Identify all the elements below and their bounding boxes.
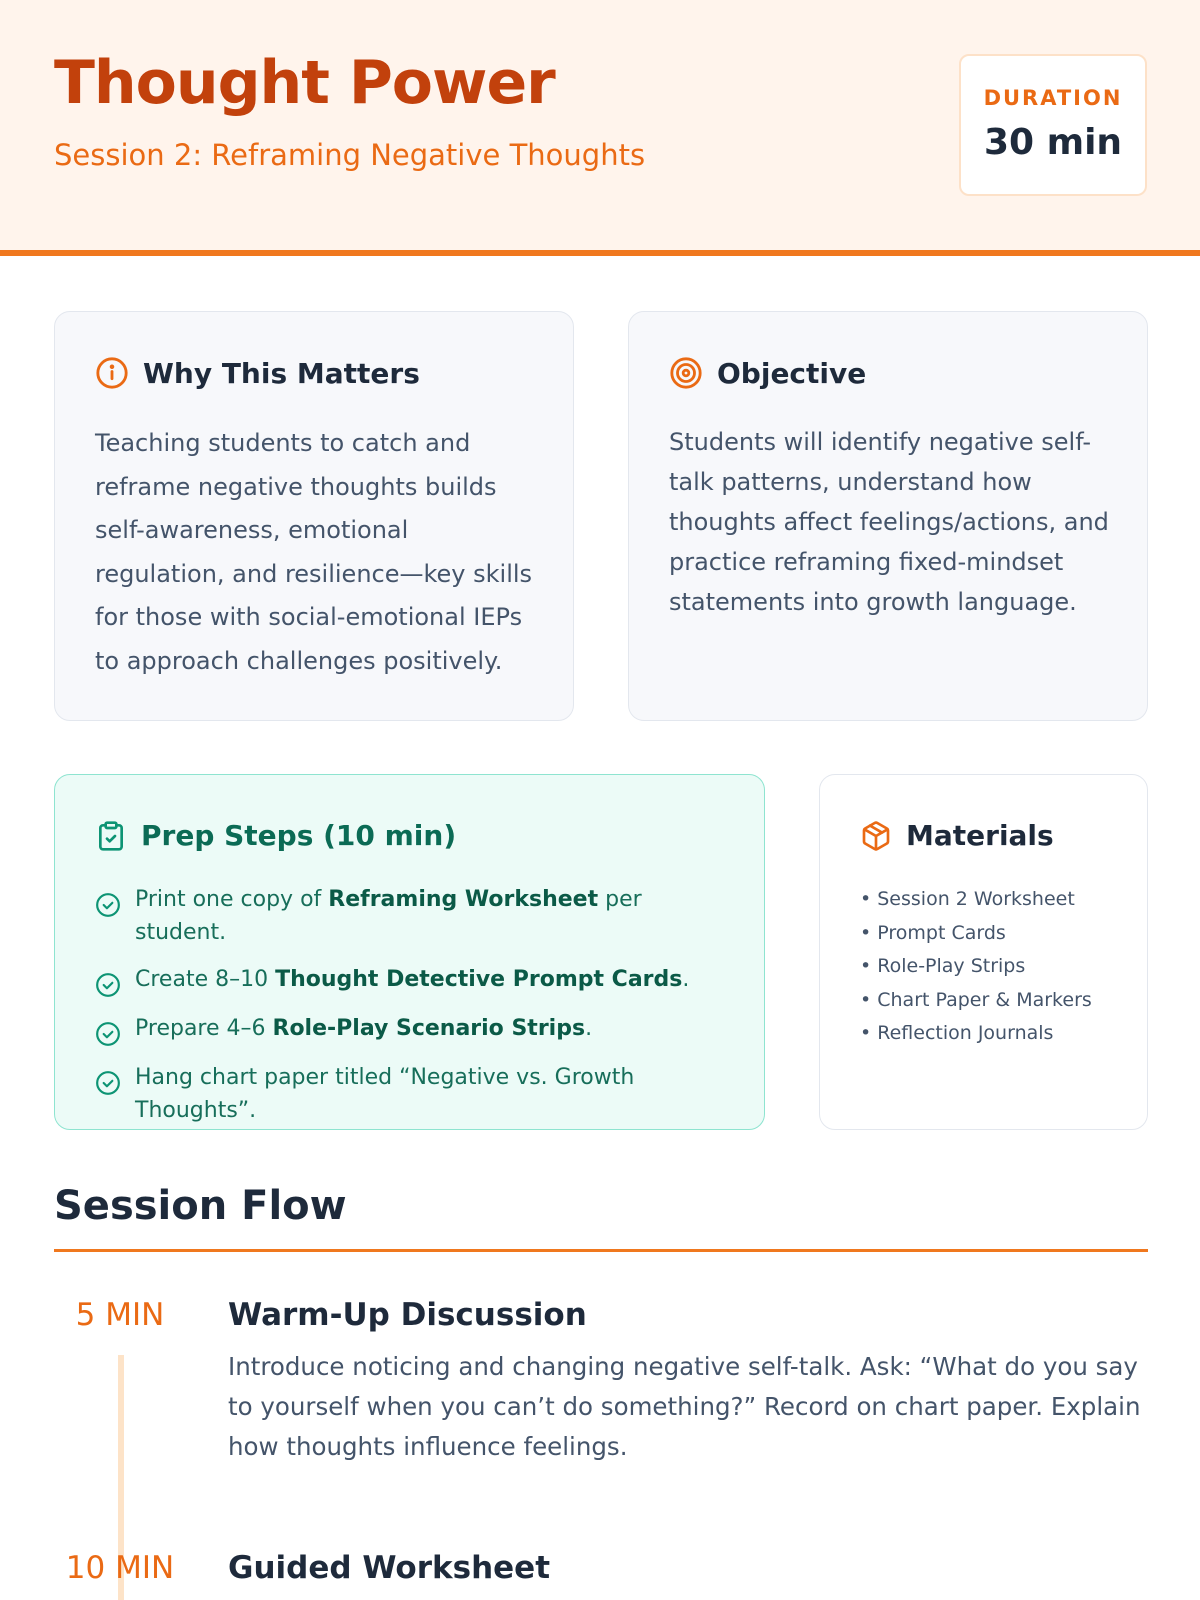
objective-card xyxy=(628,311,1148,721)
materials-card-title: Materials xyxy=(906,819,1054,852)
duration-box xyxy=(959,54,1147,196)
why-this-matters-card xyxy=(54,311,574,721)
prep-item-text: Prepare 4–6 Role-Play Scenario Strips. xyxy=(135,1016,593,1041)
step-duration: 5 MIN xyxy=(75,1297,165,1333)
material-item: • Session 2 Worksheet xyxy=(860,888,1075,910)
session-header xyxy=(0,0,1200,256)
step-title: Guided Worksheet xyxy=(228,1550,551,1586)
info-circle-icon xyxy=(95,356,129,390)
step-title: Warm-Up Discussion xyxy=(228,1297,587,1333)
prep-item-text: Print one copy of Reframing Worksheet per student. xyxy=(135,887,642,945)
prep-card-header xyxy=(95,819,456,852)
package-icon xyxy=(860,820,892,852)
materials-list xyxy=(860,883,1092,1051)
prep-item xyxy=(95,963,734,998)
prep-card-title: Prep Steps (10 min) xyxy=(141,819,457,852)
objective-card-title: Objective xyxy=(717,356,867,390)
clipboard-check-icon xyxy=(95,820,127,852)
prep-item xyxy=(95,1061,734,1127)
target-icon xyxy=(669,356,703,390)
check-circle-icon xyxy=(95,892,121,918)
objective-card-body: Students will identify negative self-talk patterns, understand how thoughts affect feelings/actions, and practice reframing fixed-mindset statements into growth language. xyxy=(669,428,1109,616)
page-title: Thought Power xyxy=(54,48,555,118)
material-item: • Prompt Cards xyxy=(860,921,1006,944)
prep-item-text: Create 8–10 Thought Detective Prompt Cards. xyxy=(135,967,690,992)
session-subtitle: Session 2: Reframing Negative Thoughts xyxy=(54,138,646,172)
prep-item xyxy=(95,1012,734,1047)
why-card-title: Why This Matters xyxy=(143,356,420,390)
prep-list xyxy=(95,883,734,1141)
duration-value: 30 min xyxy=(983,122,1123,163)
step-duration: 10 MIN xyxy=(65,1550,175,1586)
step-description: Introduce noticing and changing negative self-talk. Ask: “What do you say to yourself when you can’t do something?” Record on chart paper. Explain how thoughts influence feelings. xyxy=(228,1352,1141,1461)
material-item: • Role-Play Strips xyxy=(860,955,1026,977)
why-card-body: Teaching students to catch and reframe negative thoughts builds self-awareness, emotional regulation, and resilience—key skills for those with social-emotional IEPs to approach challenges positively. xyxy=(95,429,533,675)
prep-item-text: Hang chart paper titled “Negative vs. Growth Thoughts”. xyxy=(135,1065,635,1123)
session-flow-title: Session Flow xyxy=(54,1183,347,1229)
prep-item xyxy=(95,883,734,949)
materials-card xyxy=(819,774,1148,1130)
why-card-header xyxy=(95,356,420,390)
check-circle-icon xyxy=(95,1021,121,1047)
section-divider xyxy=(54,1249,1148,1252)
prep-steps-card xyxy=(54,774,765,1130)
check-circle-icon xyxy=(95,972,121,998)
check-circle-icon xyxy=(95,1070,121,1096)
duration-label: DURATION xyxy=(983,86,1123,110)
material-item: • Reflection Journals xyxy=(860,1022,1054,1044)
objective-card-header xyxy=(669,356,866,390)
materials-card-header xyxy=(860,819,1054,852)
material-item: • Chart Paper & Markers xyxy=(860,988,1092,1011)
